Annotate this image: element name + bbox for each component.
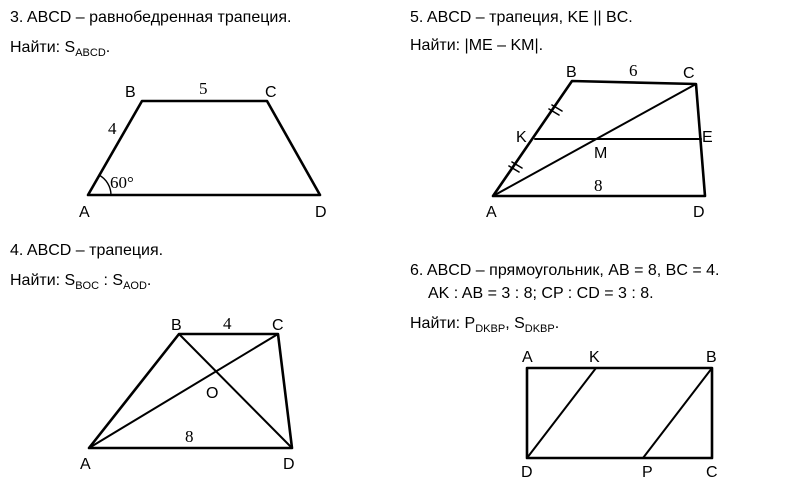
p3-label-c: C — [265, 84, 277, 101]
p5-label-k: K — [516, 129, 527, 146]
p6-find-prefix: Найти: P — [410, 315, 476, 332]
p4-label-d: D — [283, 456, 295, 473]
p5-label-d: D — [693, 204, 705, 221]
p3-find-suffix: . — [105, 39, 111, 56]
p6-label-p: P — [642, 464, 653, 481]
p6-find-suffix: . — [554, 315, 560, 332]
p6-find-mid: , S — [505, 315, 525, 332]
p3-title: 3. ABCD – равнобедренная трапеция. — [10, 9, 292, 26]
p3-angle-label: 60° — [110, 173, 134, 192]
p4-diagonal-bd — [179, 334, 292, 448]
p3-label-b: B — [125, 84, 136, 101]
p4-diagonal-ac — [89, 334, 278, 448]
p4-label-b: B — [171, 317, 182, 334]
p4-figure — [80, 314, 295, 473]
p3-side-bc: 5 — [199, 79, 208, 98]
p3-find-prefix: Найти: S — [10, 39, 76, 56]
p5-label-m: M — [594, 145, 608, 162]
p6-rectangle — [527, 368, 712, 458]
p5-label-b: B — [566, 64, 577, 81]
p4-label-a: A — [80, 456, 91, 473]
p5-label-c: C — [683, 65, 695, 82]
p6-find-sub1: DKBP — [475, 323, 506, 335]
p4-label-o: O — [206, 385, 219, 402]
p6-label-b: B — [706, 349, 717, 366]
p5-title: 5. ABCD – трапеция, KE || BC. — [410, 9, 633, 26]
p3-label-a: A — [79, 204, 90, 221]
p6-label-a: A — [522, 349, 533, 366]
p5-figure — [486, 61, 713, 221]
p4-find-suffix: . — [146, 272, 152, 289]
p4-find-sub2: AOD — [123, 280, 147, 292]
p4-side-bc: 4 — [223, 314, 232, 333]
p5-label-e: E — [702, 129, 713, 146]
p4-find-sub1: BOC — [75, 280, 100, 292]
p4-find-prefix: Найти: S — [10, 272, 76, 289]
p6-find-sub2: DKBP — [524, 323, 555, 335]
p4-side-ad: 8 — [185, 427, 194, 446]
p6-title-line2: AK : AB = 3 : 8; CP : CD = 3 : 8. — [428, 285, 654, 302]
p5-label-a: A — [486, 204, 497, 221]
p6-title-line1: 6. ABCD – прямоугольник, AB = 8, BC = 4. — [410, 262, 720, 279]
p6-segment-pb — [643, 368, 712, 458]
p6-figure — [521, 349, 718, 481]
p5-side-ad: 8 — [594, 176, 603, 195]
p6-label-d: D — [521, 464, 533, 481]
p4-find-mid: : S — [99, 272, 124, 289]
p4-title: 4. ABCD – трапеция. — [10, 242, 164, 259]
p3-label-d: D — [315, 204, 327, 221]
p4-label-c: C — [272, 317, 284, 334]
p6-label-k: K — [589, 349, 600, 366]
p3-figure — [79, 79, 327, 221]
p5-find: Найти: |ME – KM|. — [410, 37, 544, 54]
p3-find-sub: ABCD — [75, 47, 106, 59]
p6-label-c: C — [706, 464, 718, 481]
p5-side-bc: 6 — [629, 61, 638, 80]
p3-side-ab: 4 — [108, 119, 117, 138]
p6-segment-dk — [527, 368, 596, 458]
